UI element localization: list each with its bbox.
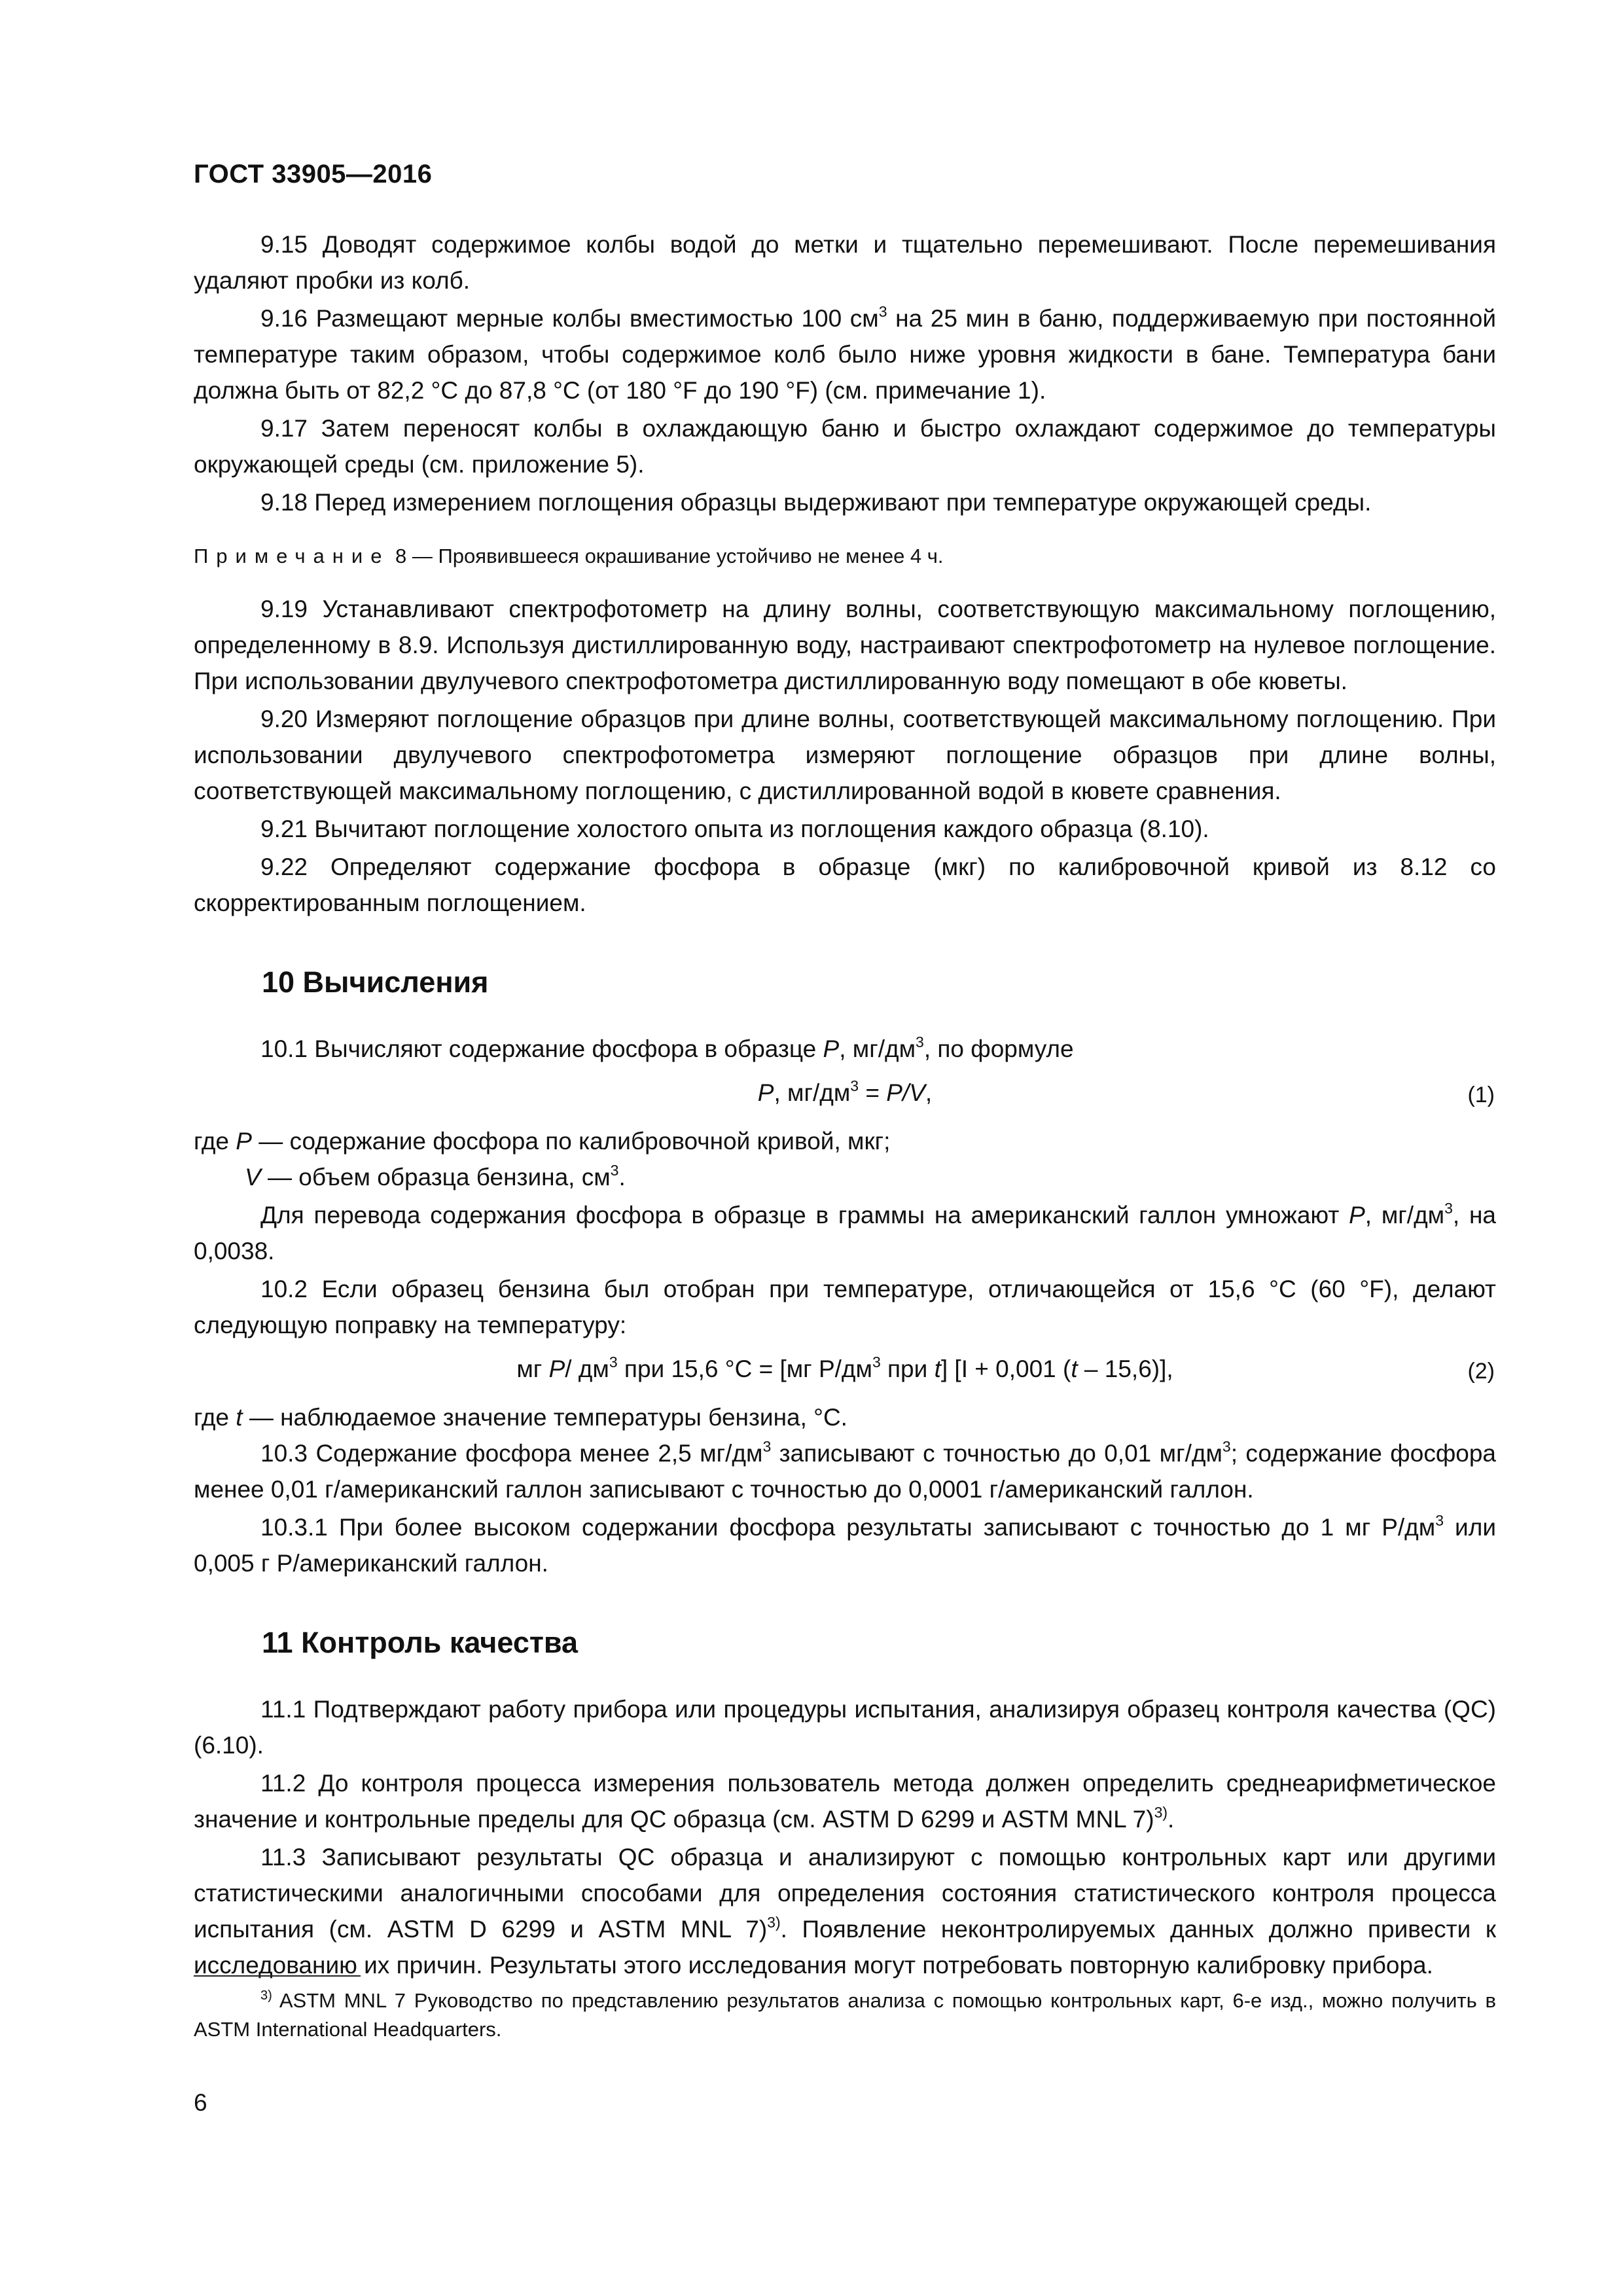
paragraph-10-1: 10.1 Вычисляют содержание фосфора в образце P, $мг/дм^3$, по формуле [260,1033,1074,1062]
note-label: Примечание [194,545,390,567]
paragraph-11-1: 11.1 Подтверждают работу прибора или процедуры испытания, анализируя образец контроля качества (QC) (6.10). [194,1696,1496,1759]
formula-2-number: (2) [1467,1359,1495,1384]
paragraph-11-2: 11.2 До контроля процесса измерения пользователь метода должен определить среднеарифметическое значение и контрольные пределы для QC образца (см. ASTM D 6299 и ASTM MNL 7)$^{3)}$. [194,1770,1496,1833]
where-p: где P — содержание фосфора по калибровочной кривой, мкг; [194,1128,891,1155]
paragraph-10-3-1: 10.3.1 При более высоком содержании фосфора результаты записывают с точностью до 1 мг $Р/дм^3$ или 0,005 г Р/американский галлон. [194,1512,1496,1577]
footnote-ref[interactable]: 3) [1154,1804,1168,1821]
where-t: где t — наблюдаемое значение температуры бензина, °С. [194,1404,847,1431]
paragraph-conversion: Для перевода содержания фосфора в образце в граммы на американский галлон умножают P, $мг/дм^3$, на 0,0038. [194,1200,1496,1265]
formula-2 [194,1351,1496,1389]
page-number: 6 [194,2089,207,2116]
document-header: ГОСТ 33905—2016 [194,160,433,188]
paragraph-9-22: 9.22 Определяют содержание фосфора в образце (мкг) по калибровочной кривой из 8.12 со скорректированным поглощением. [194,853,1496,916]
paragraph-9-19: 9.19 Устанавливают спектрофотометр на длину волны, соответствующую максимальному поглощению, определенному в 8.9. Используя дистиллированную воду, настраивают спектрофотометр на нулевое поглощение. При использовании двулучевого спектрофотометра дистиллированную воду помещают в обе кюветы. [194,596,1496,694]
section-10-heading: 10 Вычисления [262,965,489,999]
footnote-marker: 3) [260,1988,272,2003]
paragraph-9-15: 9.15 Доводят содержимое колбы водой до метки и тщательно перемешивают. После перемешивания удаляют пробки из колб. [194,231,1496,294]
paragraph-11-3: 11.3 Записывают результаты QC образца и анализируют с помощью контрольных карт или другими статистическими аналогичными способами для определения состояния статистического контроля процесса испытания (см. ASTM D 6299 и ASTM MNL 7)$^{3)}$. Появление неконтролируемых данных должно привести к исследованию их причин. Результаты этого исследования могут потребовать повторную калибровку прибора. [194,1844,1497,1979]
paragraph-9-17: 9.17 Затем переносят колбы в охлаждающую баню и быстро охлаждают содержимое до температуры окружающей среды (см. приложение 5). [194,415,1496,478]
formula-2-expression: мг P/ $дм^3$ при 15,6 °С = [мг $Р/дм^3$ при t] [I + 0,001 (t – 15,6)], [516,1354,1173,1382]
footnote-divider [194,1975,361,1977]
paragraph-9-21: 9.21 Вычитают поглощение холостого опыта из поглощения каждого образца (8.10). [260,816,1209,842]
paragraph-10-2: 10.2 Если образец бензина был отобран при температуре, отличающейся от 15,6 °С (60 °F), делают следующую поправку на температуру: [194,1276,1496,1338]
footnote-ref[interactable]: 3) [767,1914,781,1931]
section-11-heading: 11 Контроль качества [262,1626,579,1659]
formula-1 [194,1075,1496,1113]
document-body [194,226,1496,1985]
paragraph-9-20: 9.20 Измеряют поглощение образцов при длине волны, соответствующей максимальному поглощению. При использовании двулучевого спектрофотометра измеряют поглощение образцов при длине волны, соответствующей максимальному поглощению, с дистиллированной водой в кювете сравнения. [194,706,1496,804]
note-8: Примечание 8 — Проявившееся окрашивание устойчиво не менее 4 ч. [194,545,944,567]
footnote: $^{3)}$ ASTM MNL 7 Руководство по представлению результатов анализа с помощью контрольных карт, 6-е изд., можно получить в ASTM International Headquarters. [194,1988,1496,2041]
paragraph-9-16: 9.16 Размещают мерные колбы вместимостью 100 $см^3$ на 25 мин в баню, поддерживаемую при постоянной температуре таким образом, чтобы содержимое колб было ниже уровня жидкости в бане. Температура бани должна быть от 82,2 °С до 87,8 °С (от 180 °F до 190 °F) (см. примечание 1). [194,303,1497,404]
formula-1-expression: P, $мг/дм^3 = P/V$, [757,1077,933,1106]
where-v: V — объем образца бензина, $см^3$. [245,1162,626,1191]
formula-1-number: (1) [1467,1083,1495,1107]
paragraph-9-18: 9.18 Перед измерением поглощения образцы выдерживают при температуре окружающей среды. [260,489,1372,516]
paragraph-10-3: 10.3 Содержание фосфора менее 2,5 $мг/дм^3$ записывают с точностью до 0,01 $мг/дм^3$; содержание фосфора менее 0,01 г/американский галлон записывают с точностью до 0,0001 г/американский галлон. [194,1438,1496,1503]
